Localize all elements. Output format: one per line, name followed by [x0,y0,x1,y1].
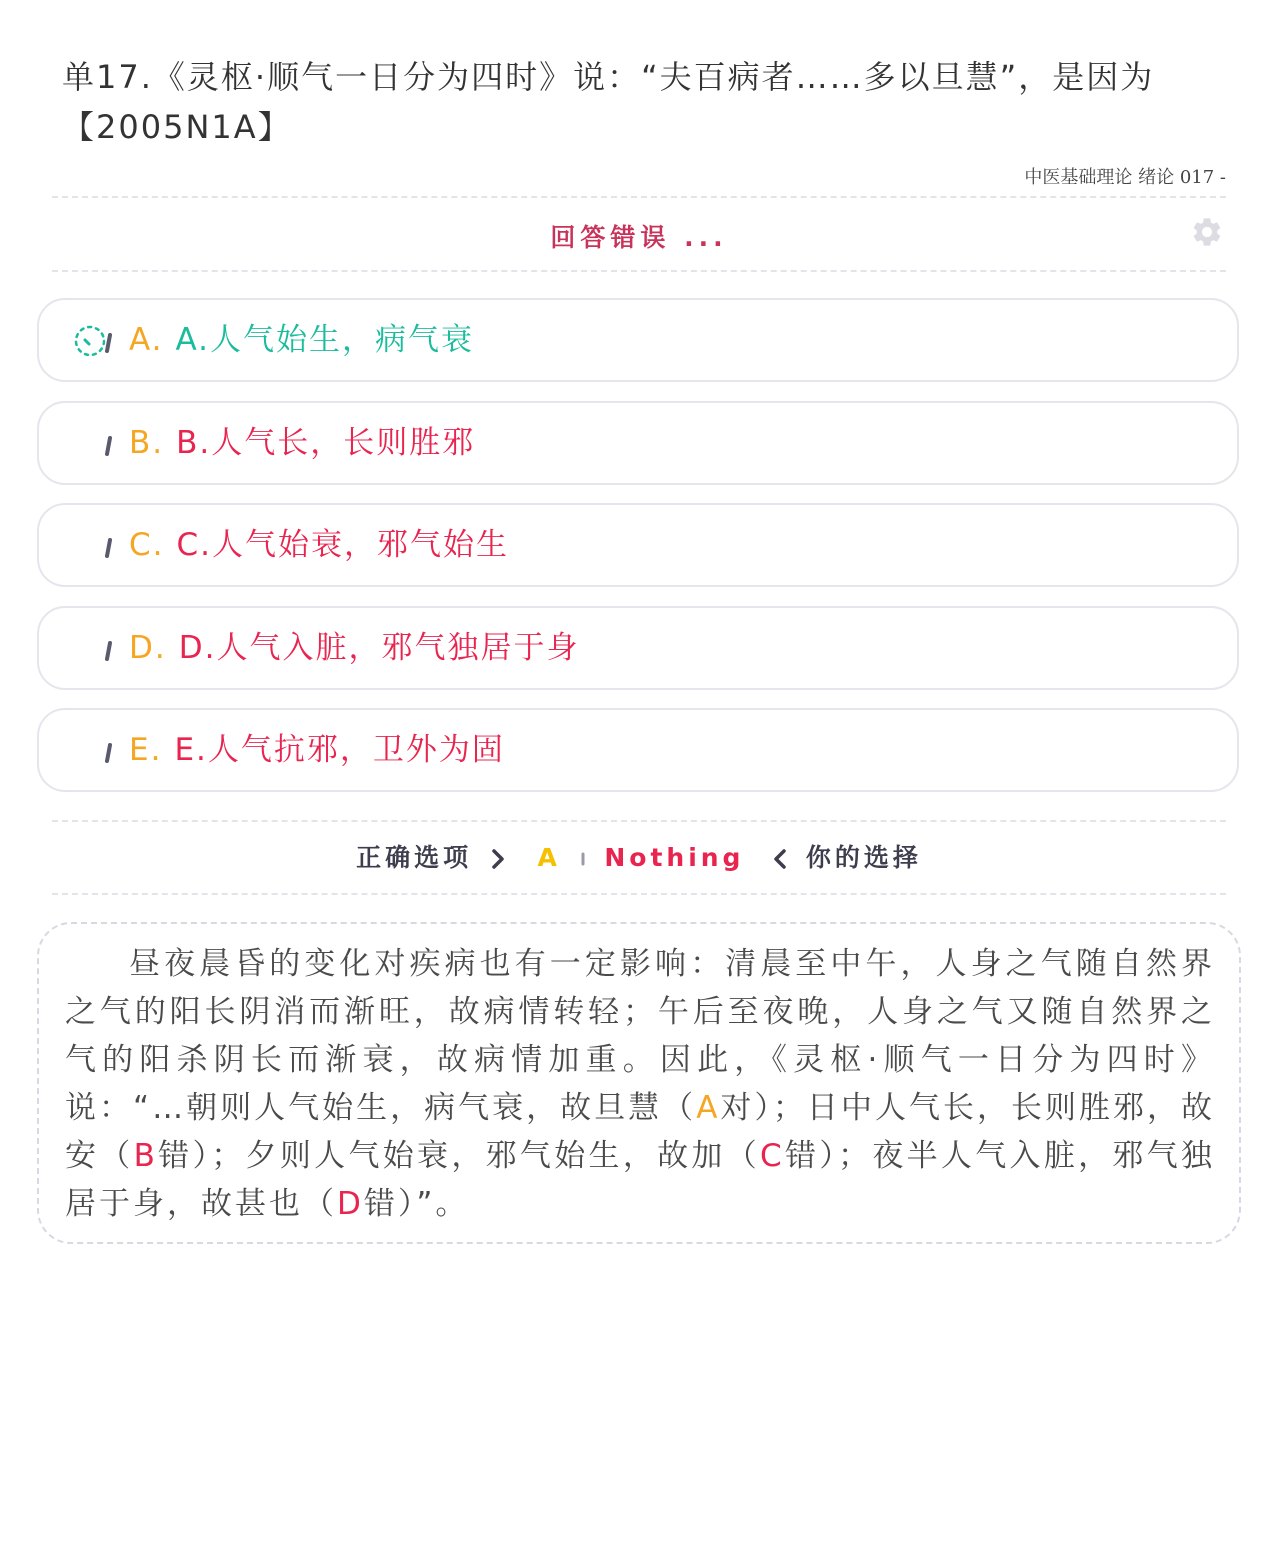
explanation-text: 昼夜晨昏的变化对疾病也有一定影响：清晨至中午，人身之气随自然界之气的阳长阴消而渐旺，故病情转轻；午后至夜晚，人身之气又随自然界之气的阳杀阴长而渐衰，故病情加重。因此，《灵枢·顺气一日分为四时》说：“…朝则人气始生，病气衰，故旦慧（ [65,946,1215,1126]
answer-marker-wrong: B [133,1138,158,1174]
option-text: C.人气始衰，邪气始生 [176,527,509,563]
user-answer-value: Nothing [604,843,745,872]
answer-summary [52,824,1226,892]
answer-marker-wrong: C [760,1138,785,1174]
explanation-text: 对）；日中人气长，长则胜邪，故安（ [65,1090,1216,1174]
option-label [129,626,579,670]
option-c[interactable] [37,503,1239,587]
divider [52,893,1226,895]
tick-icon [103,332,114,354]
divider [52,820,1226,822]
option-text: D.人气入脏，邪气独居于身 [178,630,580,666]
divider [52,270,1226,272]
option-e[interactable] [37,708,1239,792]
option-text: E.人气抗邪，卫外为固 [174,732,505,768]
option-letter: A. [129,322,164,358]
correct-answer-label: 正确选项 [356,843,473,872]
option-b[interactable] [37,401,1239,485]
option-label [129,728,505,772]
separator-icon [580,852,586,866]
option-text: A.人气始生，病气衰 [175,322,475,358]
answer-marker-wrong: D [337,1186,364,1222]
option-label [129,421,475,465]
user-answer-label: 你的选择 [805,843,922,872]
option-label [129,523,509,567]
option-d[interactable] [37,606,1239,690]
explanation-text: 错）；夜半人气入脏，邪气独居于身，故甚也（ [65,1138,1216,1222]
option-text: B.人气长，长则胜邪 [176,425,476,461]
option-letter: D. [129,630,167,666]
spinner-icon [73,324,107,358]
option-letter: E. [129,732,163,768]
explanation-text: 错）”。 [363,1186,470,1222]
tick-icon [103,435,114,457]
chevron-left-icon [773,848,787,870]
gear-icon[interactable] [1190,215,1224,249]
option-letter: C. [129,527,165,563]
tick-icon [103,742,114,764]
status-bar [52,199,1226,269]
answer-marker-correct: A [696,1090,721,1126]
tick-icon [103,640,114,662]
question-text: 单17.《灵枢·顺气一日分为四时》说：“夫百病者……多以旦慧”，是因为【2005N1A】 [62,58,1155,146]
divider [52,196,1226,198]
status-label: 回答错误 ... [550,223,728,252]
option-letter: B. [129,425,165,461]
chevron-right-icon [491,848,505,870]
correct-answer-value: A [537,843,561,872]
tick-icon [103,537,114,559]
explanation-text: 错）；夕则人气始衰，邪气始生，故加（ [157,1138,760,1174]
explanation-panel [37,922,1241,1244]
option-a[interactable] [37,298,1239,382]
option-label [129,318,474,362]
question-source: 中医基础理论 绪论 017 - [1024,167,1226,188]
